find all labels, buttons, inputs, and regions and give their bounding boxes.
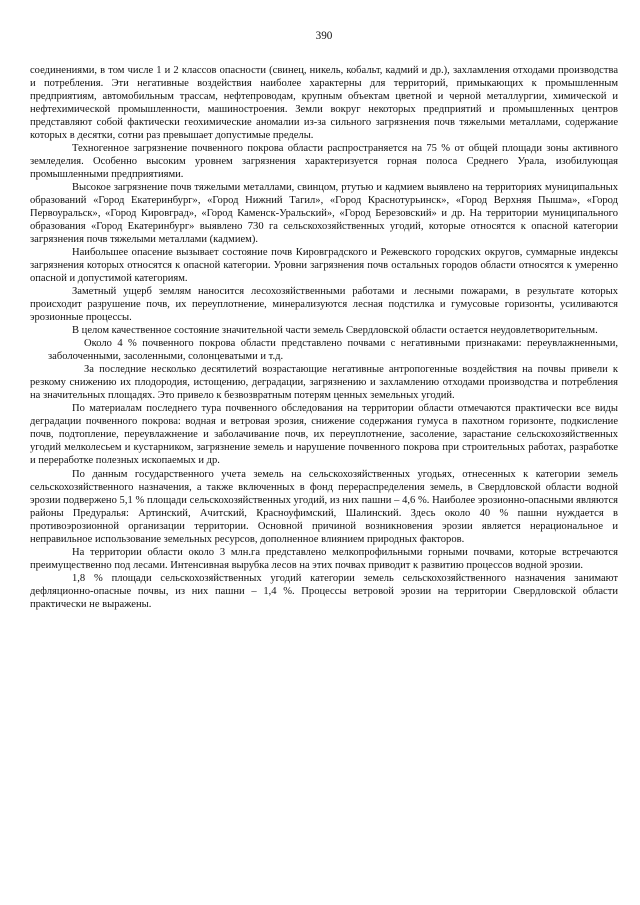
paragraph-overall-state: В целом качественное состояние значительной части земель Свердловской области остается неудовлетворительным. [72, 325, 598, 337]
paragraph-forestry-damage: Заметный ущерб землям наносится лесохозяйственными работами и лесными пожарами, в результате которых происходит разрушение почв, их переуплотнение, минерализуются лесная подстилка и гумусовые горизонты, усиливаются эрозионные процессы. [30, 286, 618, 324]
paragraph-water-erosion: По данным государственного учета земель на сельскохозяйственных угодьях, отнесенных к категории земель сельскохозяйственного назначения, а также включенных в фонд перераспределения земель, в Свердловской области водной эрозии подвержено 5,1 % площади сельскохозяйственных угодий, из них пашни – 4,6 %. Наиболее эрозионно-опасными являются районы Предуралья: Артинский, Ачитский, Красноуфимский, Шалинский. Здесь около 40 % пашни нуждается в противоэрозионной организации территории. Основной причиной возникновения эрозии является нерациональное и неправильное использование земельных ресурсов, дополненное влиянием природных факторов. [30, 468, 618, 545]
paragraph-deflation: 1,8 % площади сельскохозяйственных угодий категории земель сельскохозяйственного назначения занимают дефляционно-опасные почвы, из них пашни – 1,4 %. Процессы ветровой эрозии на территории Свердловской области практически не выражены. [30, 572, 618, 610]
page-number: 390 [315, 30, 333, 42]
paragraph-kirovgrad-rezh: Наибольшее опасение вызывает состояние почв Кировградского и Режевского городских округов, суммарные индексы загрязнения которых относятся к опасной категории. Уровни загрязнения почв остальных городов области относятся к умеренно опасной и допустимой категориям. [30, 247, 618, 285]
paragraph-anthropogenic-impact: За последние несколько десятилетий возрастающие негативные антропогенные воздействия на почвы привели к резкому снижению их плодородия, истощению, деградации, загрязнению и захламлению отходами производства и потребления на значительных площадях. Это привело к безвозвратным потерям ценных земельных угодий. [30, 364, 618, 402]
paragraph-pollution-sources: соединениями, в том числе 1 и 2 классов опасности (свинец, никель, кобальт, кадмий и др.), захламления отходами производства и потребления. Эти негативные воздействия наиболее характерны для территорий, примыкающих к промышленным предприятиям, автомобильным трассам, нефтепроводам, крупным объектам цветной и черной металлургии, химической и нефтехимической промышленности, машиностроения. Земли вокруг некоторых предприятий и промышленных центров представляют собой фактически геохимические аномалии из-за сильного загрязнения почв тяжелыми металлами, содержание которых в десятки, сотни раз превышает допустимые пределы. [30, 65, 618, 142]
paragraph-negative-soils: Около 4 % почвенного покрова области представлено почвами с негативными признаками: переувлажненными, заболоченными, засоленными, солонцеватыми и т.д. [48, 338, 618, 363]
paragraph-heavy-metals: Высокое загрязнение почв тяжелыми металлами, свинцом, ртутью и кадмием выявлено на территориях муниципальных образований «Город Екатеринбург», «Город Нижний Тагил», «Город Краснотурьинск», «Город Верхняя Пышма», «Город Первоуральск», «Город Кировград», «Город Каменск-Уральский», «Город Березовский» и др. На территории муниципального образования «Город Екатеринбург» выявлено 730 га сельскохозяйственных угодий, которые относятся к опасной категории загрязнения почв тяжелыми металлами (кадмием). [30, 182, 618, 246]
paragraph-mountain-soils: На территории области около 3 млн.га представлено мелкопрофильными горными почвами, которые встречаются преимущественно под лесами. Интенсивная вырубка лесов на этих почвах приводит к развитию процессов водной эрозии. [30, 546, 618, 571]
paragraph-technogenic-pollution: Техногенное загрязнение почвенного покрова области распространяется на 75 % от общей площади зоны активного земледелия. Особенно высоким уровнем загрязнения характеризуется горная полоса Среднего Урала, изобилующая промышленными предприятиями. [30, 143, 618, 181]
paragraph-degradation-types: По материалам последнего тура почвенного обследования на территории области отмечаются практически все виды деградации почвенного покрова: водная и ветровая эрозия, снижение содержания гумуса в пахотном горизонте, подкисление почв, подтопление, переувлажнение и заболачивание почв, их переуплотнение, засоление, зарастание сельскохозяйственных угодий мелколесьем и кустарником, загрязнение земель и нарушение почвенного покрова при строительных работах, разработке и переработке полезных ископаемых и др. [30, 403, 618, 467]
